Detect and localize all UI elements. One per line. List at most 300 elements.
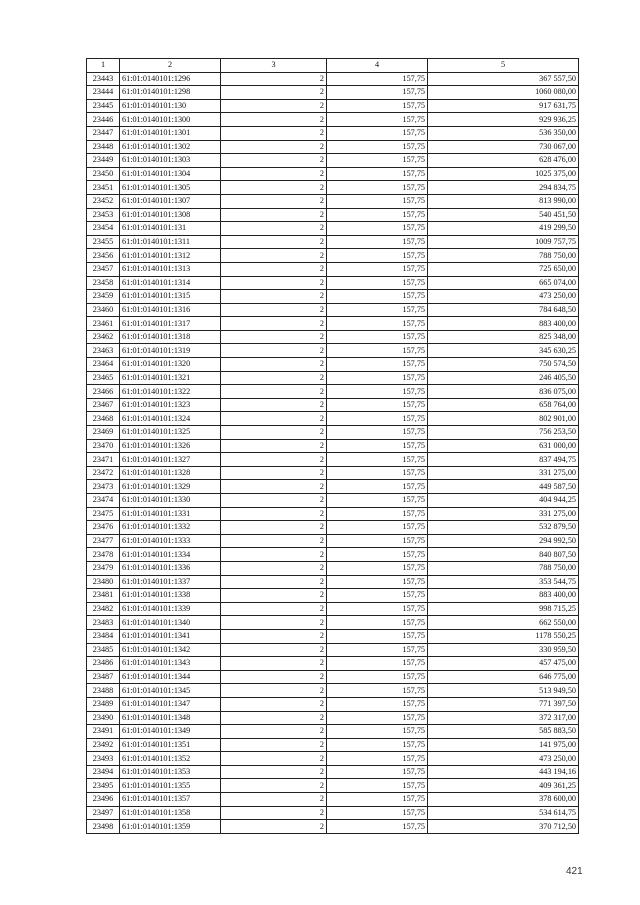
row-number-cell: 23467 [87, 398, 120, 412]
cadastral-number-cell: 61:01:0140101:1305 [120, 181, 221, 195]
row-number-cell: 23455 [87, 235, 120, 249]
value-cell: 628 476,00 [428, 154, 579, 168]
row-number-cell: 23443 [87, 72, 120, 86]
count-cell: 2 [221, 113, 327, 127]
value-cell: 585 883,50 [428, 725, 579, 739]
row-number-cell: 23444 [87, 86, 120, 100]
count-cell: 2 [221, 453, 327, 467]
rate-cell: 157,75 [327, 820, 428, 834]
rate-cell: 157,75 [327, 371, 428, 385]
value-cell: 813 990,00 [428, 194, 579, 208]
table-row [87, 684, 579, 698]
value-cell: 646 775,00 [428, 670, 579, 684]
cadastral-number-cell: 61:01:0140101:1311 [120, 235, 221, 249]
cadastral-number-cell: 61:01:0140101:1333 [120, 534, 221, 548]
value-cell: 409 361,25 [428, 779, 579, 793]
rate-cell: 157,75 [327, 235, 428, 249]
count-cell: 2 [221, 262, 327, 276]
rate-cell: 157,75 [327, 548, 428, 562]
column-header: 2 [120, 59, 221, 73]
count-cell: 2 [221, 194, 327, 208]
row-number-cell: 23469 [87, 426, 120, 440]
row-number-cell: 23465 [87, 371, 120, 385]
count-cell: 2 [221, 344, 327, 358]
column-header: 1 [87, 59, 120, 73]
value-cell: 246 405,50 [428, 371, 579, 385]
value-cell: 473 250,00 [428, 752, 579, 766]
row-number-cell: 23457 [87, 262, 120, 276]
row-number-cell: 23496 [87, 793, 120, 807]
rate-cell: 157,75 [327, 412, 428, 426]
cadastral-number-cell: 61:01:0140101:1352 [120, 752, 221, 766]
cadastral-number-cell: 61:01:0140101:1343 [120, 657, 221, 671]
rate-cell: 157,75 [327, 290, 428, 304]
cadastral-number-cell: 61:01:0140101:1349 [120, 725, 221, 739]
table-row [87, 398, 579, 412]
row-number-cell: 23464 [87, 358, 120, 372]
row-number-cell: 23473 [87, 480, 120, 494]
row-number-cell: 23450 [87, 167, 120, 181]
count-cell: 2 [221, 820, 327, 834]
rate-cell: 157,75 [327, 453, 428, 467]
value-cell: 883 400,00 [428, 589, 579, 603]
count-cell: 2 [221, 276, 327, 290]
rate-cell: 157,75 [327, 358, 428, 372]
cadastral-number-cell: 61:01:0140101:1345 [120, 684, 221, 698]
count-cell: 2 [221, 629, 327, 643]
table-row [87, 371, 579, 385]
table-row [87, 480, 579, 494]
count-cell: 2 [221, 208, 327, 222]
table-row [87, 561, 579, 575]
cadastral-number-cell: 61:01:0140101:1332 [120, 521, 221, 535]
rate-cell: 157,75 [327, 344, 428, 358]
column-header: 4 [327, 59, 428, 73]
document-sheet [86, 58, 578, 834]
table-body [87, 59, 579, 834]
value-cell: 771 397,50 [428, 697, 579, 711]
rate-cell: 157,75 [327, 616, 428, 630]
count-cell: 2 [221, 303, 327, 317]
table-row [87, 453, 579, 467]
row-number-cell: 23461 [87, 317, 120, 331]
table-row [87, 385, 579, 399]
rate-cell: 157,75 [327, 507, 428, 521]
count-cell: 2 [221, 806, 327, 820]
table-row [87, 575, 579, 589]
row-number-cell: 23458 [87, 276, 120, 290]
value-cell: 662 550,00 [428, 616, 579, 630]
cadastral-number-cell: 61:01:0140101:1304 [120, 167, 221, 181]
rate-cell: 157,75 [327, 657, 428, 671]
value-cell: 331 275,00 [428, 466, 579, 480]
cadastral-number-cell: 61:01:0140101:1325 [120, 426, 221, 440]
table-row [87, 262, 579, 276]
value-cell: 294 992,50 [428, 534, 579, 548]
cadastral-number-cell: 61:01:0140101:1347 [120, 697, 221, 711]
rate-cell: 157,75 [327, 752, 428, 766]
cadastral-number-cell: 61:01:0140101:1359 [120, 820, 221, 834]
table-row [87, 507, 579, 521]
value-cell: 788 750,00 [428, 561, 579, 575]
rate-cell: 157,75 [327, 181, 428, 195]
count-cell: 2 [221, 589, 327, 603]
table-row [87, 725, 579, 739]
table-row [87, 670, 579, 684]
rate-cell: 157,75 [327, 208, 428, 222]
table-row [87, 616, 579, 630]
table-row [87, 711, 579, 725]
cadastral-number-cell: 61:01:0140101:131 [120, 222, 221, 236]
cadastral-number-cell: 61:01:0140101:1319 [120, 344, 221, 358]
table-row [87, 738, 579, 752]
value-cell: 836 075,00 [428, 385, 579, 399]
value-cell: 378 600,00 [428, 793, 579, 807]
row-number-cell: 23486 [87, 657, 120, 671]
table-row [87, 521, 579, 535]
row-number-cell: 23476 [87, 521, 120, 535]
table-row [87, 222, 579, 236]
count-cell: 2 [221, 575, 327, 589]
value-cell: 1178 550,25 [428, 629, 579, 643]
cadastral-number-cell: 61:01:0140101:1301 [120, 126, 221, 140]
value-cell: 784 648,50 [428, 303, 579, 317]
count-cell: 2 [221, 521, 327, 535]
rate-cell: 157,75 [327, 439, 428, 453]
row-number-cell: 23456 [87, 249, 120, 263]
value-cell: 788 750,00 [428, 249, 579, 263]
value-cell: 370 712,50 [428, 820, 579, 834]
row-number-cell: 23445 [87, 99, 120, 113]
register-table [86, 58, 579, 834]
row-number-cell: 23471 [87, 453, 120, 467]
cadastral-number-cell: 61:01:0140101:1300 [120, 113, 221, 127]
count-cell: 2 [221, 480, 327, 494]
cadastral-number-cell: 61:01:0140101:1296 [120, 72, 221, 86]
cadastral-number-cell: 61:01:0140101:1326 [120, 439, 221, 453]
table-row [87, 303, 579, 317]
row-number-cell: 23478 [87, 548, 120, 562]
row-number-cell: 23463 [87, 344, 120, 358]
value-cell: 750 574,50 [428, 358, 579, 372]
row-number-cell: 23460 [87, 303, 120, 317]
cadastral-number-cell: 61:01:0140101:1331 [120, 507, 221, 521]
rate-cell: 157,75 [327, 99, 428, 113]
row-number-cell: 23451 [87, 181, 120, 195]
row-number-cell: 23462 [87, 330, 120, 344]
count-cell: 2 [221, 779, 327, 793]
rate-cell: 157,75 [327, 194, 428, 208]
count-cell: 2 [221, 385, 327, 399]
count-cell: 2 [221, 181, 327, 195]
value-cell: 1060 080,00 [428, 86, 579, 100]
cadastral-number-cell: 61:01:0140101:1336 [120, 561, 221, 575]
rate-cell: 157,75 [327, 602, 428, 616]
rate-cell: 157,75 [327, 330, 428, 344]
cadastral-number-cell: 61:01:0140101:1358 [120, 806, 221, 820]
value-cell: 837 494,75 [428, 453, 579, 467]
cadastral-number-cell: 61:01:0140101:1320 [120, 358, 221, 372]
cadastral-number-cell: 61:01:0140101:1348 [120, 711, 221, 725]
value-cell: 473 250,00 [428, 290, 579, 304]
count-cell: 2 [221, 439, 327, 453]
value-cell: 419 299,50 [428, 222, 579, 236]
table-row [87, 167, 579, 181]
row-number-cell: 23498 [87, 820, 120, 834]
row-number-cell: 23468 [87, 412, 120, 426]
row-number-cell: 23453 [87, 208, 120, 222]
rate-cell: 157,75 [327, 711, 428, 725]
value-cell: 457 475,00 [428, 657, 579, 671]
rate-cell: 157,75 [327, 765, 428, 779]
count-cell: 2 [221, 330, 327, 344]
cadastral-number-cell: 61:01:0140101:1323 [120, 398, 221, 412]
value-cell: 345 630,25 [428, 344, 579, 358]
row-number-cell: 23446 [87, 113, 120, 127]
table-row [87, 765, 579, 779]
count-cell: 2 [221, 371, 327, 385]
rate-cell: 157,75 [327, 725, 428, 739]
table-row [87, 290, 579, 304]
count-cell: 2 [221, 466, 327, 480]
row-number-cell: 23495 [87, 779, 120, 793]
cadastral-number-cell: 61:01:0140101:1315 [120, 290, 221, 304]
count-cell: 2 [221, 494, 327, 508]
value-cell: 404 944,25 [428, 494, 579, 508]
count-cell: 2 [221, 765, 327, 779]
table-row [87, 358, 579, 372]
value-cell: 825 348,00 [428, 330, 579, 344]
row-number-cell: 23488 [87, 684, 120, 698]
row-number-cell: 23454 [87, 222, 120, 236]
rate-cell: 157,75 [327, 643, 428, 657]
rate-cell: 157,75 [327, 589, 428, 603]
cadastral-number-cell: 61:01:0140101:1316 [120, 303, 221, 317]
table-row [87, 806, 579, 820]
value-cell: 294 834,75 [428, 181, 579, 195]
rate-cell: 157,75 [327, 154, 428, 168]
rate-cell: 157,75 [327, 561, 428, 575]
cadastral-number-cell: 61:01:0140101:1324 [120, 412, 221, 426]
value-cell: 998 715,25 [428, 602, 579, 616]
count-cell: 2 [221, 711, 327, 725]
column-header: 3 [221, 59, 327, 73]
count-cell: 2 [221, 154, 327, 168]
rate-cell: 157,75 [327, 113, 428, 127]
cadastral-number-cell: 61:01:0140101:1355 [120, 779, 221, 793]
count-cell: 2 [221, 793, 327, 807]
count-cell: 2 [221, 725, 327, 739]
cadastral-number-cell: 61:01:0140101:1340 [120, 616, 221, 630]
rate-cell: 157,75 [327, 426, 428, 440]
cadastral-number-cell: 61:01:0140101:1357 [120, 793, 221, 807]
count-cell: 2 [221, 398, 327, 412]
table-row [87, 779, 579, 793]
cadastral-number-cell: 61:01:0140101:1329 [120, 480, 221, 494]
cadastral-number-cell: 61:01:0140101:1298 [120, 86, 221, 100]
count-cell: 2 [221, 412, 327, 426]
count-cell: 2 [221, 290, 327, 304]
count-cell: 2 [221, 643, 327, 657]
table-row [87, 72, 579, 86]
column-header: 5 [428, 59, 579, 73]
value-cell: 883 400,00 [428, 317, 579, 331]
row-number-cell: 23491 [87, 725, 120, 739]
row-number-cell: 23492 [87, 738, 120, 752]
cadastral-number-cell: 61:01:0140101:1312 [120, 249, 221, 263]
row-number-cell: 23448 [87, 140, 120, 154]
cadastral-number-cell: 61:01:0140101:1341 [120, 629, 221, 643]
rate-cell: 157,75 [327, 167, 428, 181]
value-cell: 665 074,00 [428, 276, 579, 290]
count-cell: 2 [221, 738, 327, 752]
table-row [87, 752, 579, 766]
count-cell: 2 [221, 548, 327, 562]
row-number-cell: 23466 [87, 385, 120, 399]
cadastral-number-cell: 61:01:0140101:1313 [120, 262, 221, 276]
rate-cell: 157,75 [327, 317, 428, 331]
row-number-cell: 23449 [87, 154, 120, 168]
table-row [87, 534, 579, 548]
row-number-cell: 23489 [87, 697, 120, 711]
row-number-cell: 23472 [87, 466, 120, 480]
table-row [87, 126, 579, 140]
row-number-cell: 23497 [87, 806, 120, 820]
value-cell: 534 614,75 [428, 806, 579, 820]
table-row [87, 589, 579, 603]
table-row [87, 697, 579, 711]
value-cell: 353 544,75 [428, 575, 579, 589]
table-row [87, 820, 579, 834]
cadastral-number-cell: 61:01:0140101:1351 [120, 738, 221, 752]
count-cell: 2 [221, 358, 327, 372]
row-number-cell: 23447 [87, 126, 120, 140]
value-cell: 725 650,00 [428, 262, 579, 276]
value-cell: 756 253,50 [428, 426, 579, 440]
cadastral-number-cell: 61:01:0140101:1307 [120, 194, 221, 208]
row-number-cell: 23479 [87, 561, 120, 575]
rate-cell: 157,75 [327, 575, 428, 589]
table-row [87, 643, 579, 657]
count-cell: 2 [221, 317, 327, 331]
table-row [87, 657, 579, 671]
table-row [87, 793, 579, 807]
rate-cell: 157,75 [327, 779, 428, 793]
rate-cell: 157,75 [327, 276, 428, 290]
table-row [87, 548, 579, 562]
row-number-cell: 23452 [87, 194, 120, 208]
row-number-cell: 23481 [87, 589, 120, 603]
count-cell: 2 [221, 235, 327, 249]
row-number-cell: 23490 [87, 711, 120, 725]
cadastral-number-cell: 61:01:0140101:1322 [120, 385, 221, 399]
rate-cell: 157,75 [327, 222, 428, 236]
count-cell: 2 [221, 561, 327, 575]
rate-cell: 157,75 [327, 466, 428, 480]
count-cell: 2 [221, 140, 327, 154]
rate-cell: 157,75 [327, 249, 428, 263]
rate-cell: 157,75 [327, 670, 428, 684]
table-header-row [87, 59, 579, 73]
table-row [87, 194, 579, 208]
table-row [87, 99, 579, 113]
count-cell: 2 [221, 222, 327, 236]
row-number-cell: 23459 [87, 290, 120, 304]
count-cell: 2 [221, 249, 327, 263]
value-cell: 917 631,75 [428, 99, 579, 113]
cadastral-number-cell: 61:01:0140101:1303 [120, 154, 221, 168]
value-cell: 540 451,50 [428, 208, 579, 222]
count-cell: 2 [221, 507, 327, 521]
table-row [87, 140, 579, 154]
count-cell: 2 [221, 99, 327, 113]
table-row [87, 276, 579, 290]
cadastral-number-cell: 61:01:0140101:1321 [120, 371, 221, 385]
rate-cell: 157,75 [327, 697, 428, 711]
count-cell: 2 [221, 426, 327, 440]
table-row [87, 113, 579, 127]
count-cell: 2 [221, 602, 327, 616]
row-number-cell: 23477 [87, 534, 120, 548]
value-cell: 631 000,00 [428, 439, 579, 453]
value-cell: 331 275,00 [428, 507, 579, 521]
count-cell: 2 [221, 752, 327, 766]
table-row [87, 317, 579, 331]
rate-cell: 157,75 [327, 806, 428, 820]
count-cell: 2 [221, 616, 327, 630]
cadastral-number-cell: 61:01:0140101:1314 [120, 276, 221, 290]
row-number-cell: 23474 [87, 494, 120, 508]
table-row [87, 249, 579, 263]
rate-cell: 157,75 [327, 738, 428, 752]
rate-cell: 157,75 [327, 385, 428, 399]
value-cell: 929 936,25 [428, 113, 579, 127]
table-row [87, 439, 579, 453]
table-row [87, 344, 579, 358]
value-cell: 1009 757,75 [428, 235, 579, 249]
table-row [87, 629, 579, 643]
value-cell: 141 975,00 [428, 738, 579, 752]
row-number-cell: 23470 [87, 439, 120, 453]
count-cell: 2 [221, 72, 327, 86]
value-cell: 536 350,00 [428, 126, 579, 140]
rate-cell: 157,75 [327, 140, 428, 154]
value-cell: 330 959,50 [428, 643, 579, 657]
cadastral-number-cell: 61:01:0140101:1344 [120, 670, 221, 684]
value-cell: 802 901,00 [428, 412, 579, 426]
rate-cell: 157,75 [327, 521, 428, 535]
table-row [87, 154, 579, 168]
rate-cell: 157,75 [327, 629, 428, 643]
value-cell: 658 764,00 [428, 398, 579, 412]
rate-cell: 157,75 [327, 262, 428, 276]
cadastral-number-cell: 61:01:0140101:1339 [120, 602, 221, 616]
rate-cell: 157,75 [327, 126, 428, 140]
table-row [87, 181, 579, 195]
count-cell: 2 [221, 684, 327, 698]
cadastral-number-cell: 61:01:0140101:1353 [120, 765, 221, 779]
value-cell: 730 067,00 [428, 140, 579, 154]
table-row [87, 86, 579, 100]
table-row [87, 208, 579, 222]
cadastral-number-cell: 61:01:0140101:1327 [120, 453, 221, 467]
value-cell: 443 194,16 [428, 765, 579, 779]
count-cell: 2 [221, 534, 327, 548]
cadastral-number-cell: 61:01:0140101:1337 [120, 575, 221, 589]
count-cell: 2 [221, 86, 327, 100]
table-row [87, 426, 579, 440]
row-number-cell: 23484 [87, 629, 120, 643]
